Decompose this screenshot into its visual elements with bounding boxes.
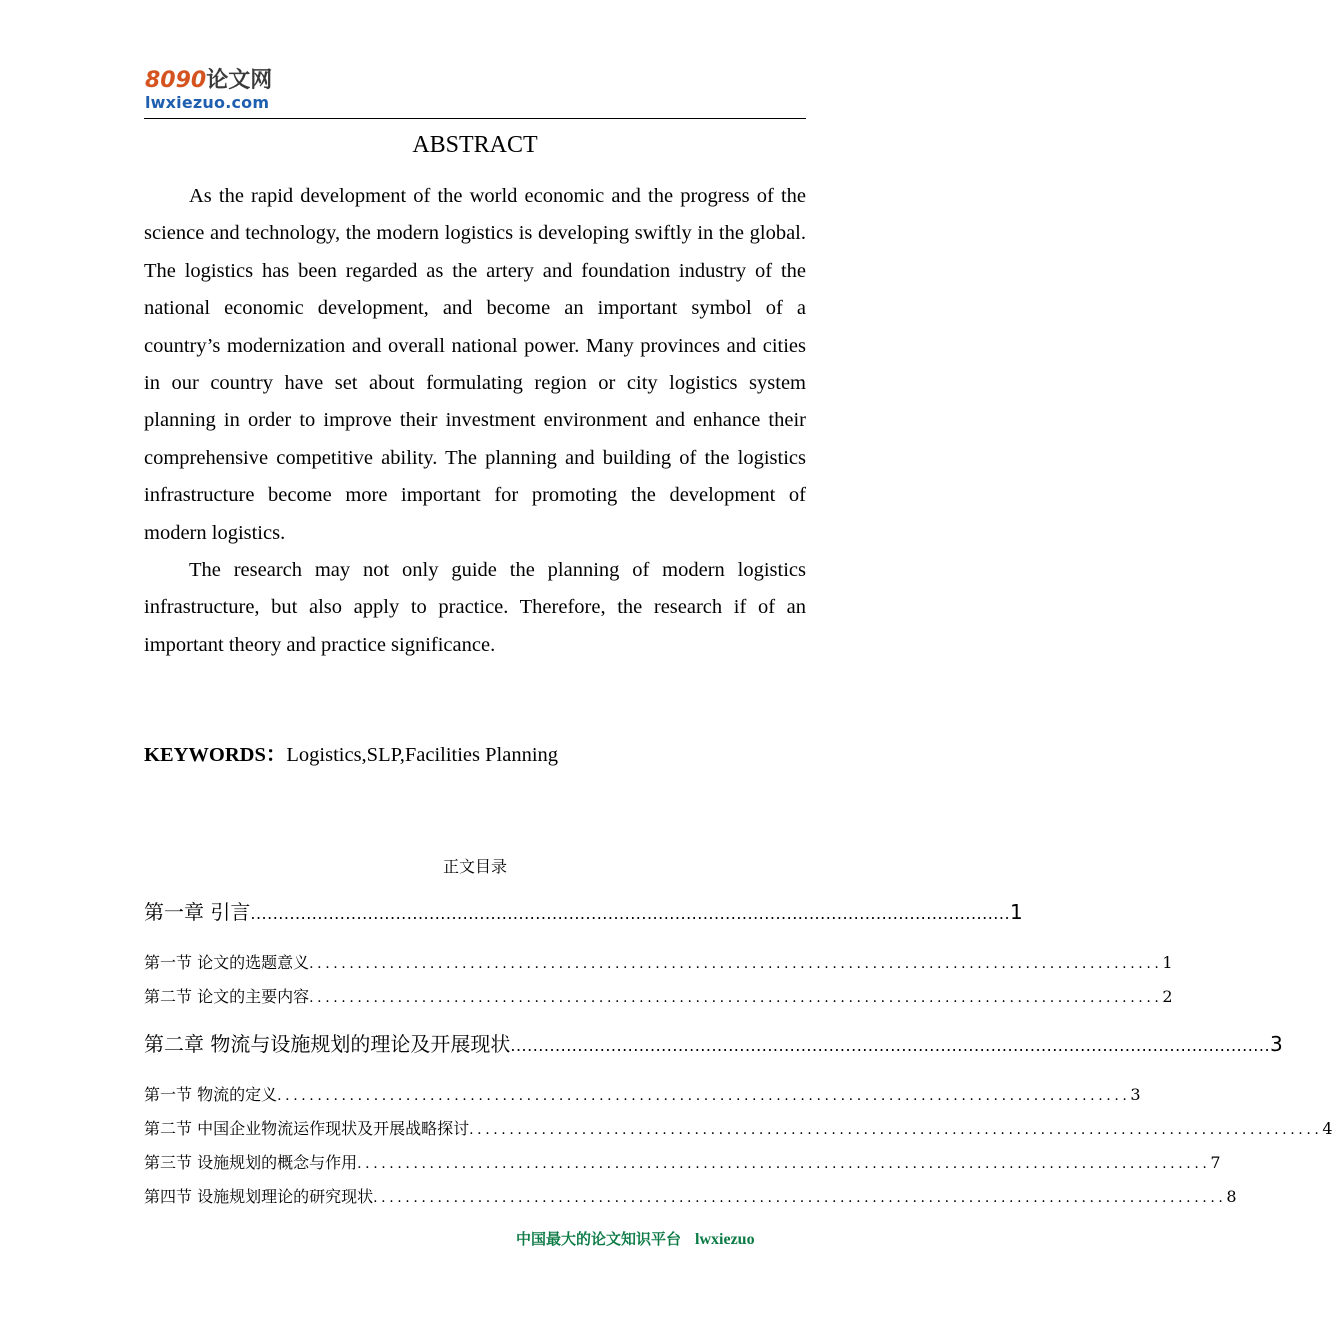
toc-title: 正文目录	[442, 857, 507, 876]
logo-title	[145, 68, 305, 94]
toc-entry-page: 3	[1270, 1032, 1283, 1056]
toc-entry-label: 第一节 物流的定义	[144, 1085, 278, 1104]
logo-url: lwxiezuo.com	[145, 93, 270, 112]
footer-brand: lwxiezuo	[695, 1231, 755, 1248]
toc-entry-section-2-4[interactable]	[144, 1186, 1237, 1209]
toc-leader-dots: ..........................................................................................................	[373, 1190, 1227, 1206]
toc-entry-label: 第二节 中国企业物流运作现状及开展战略探讨	[144, 1119, 470, 1138]
site-logo	[145, 68, 305, 118]
keywords-label: KEYWORDS：	[144, 744, 287, 766]
header-rule	[144, 118, 806, 119]
toc-leader-dots: ..........................................................................................................	[309, 956, 1163, 972]
toc-entry-page: 3	[1130, 1085, 1141, 1104]
toc-entry-section-1-1[interactable]	[144, 952, 1173, 975]
toc-entry-chapter-1[interactable]	[144, 898, 1023, 928]
logo-cn-text: 论文网	[206, 68, 273, 93]
toc-entry-label: 第二节 论文的主要内容	[144, 987, 310, 1006]
footer-tagline: 中国最大的论文知识平台	[516, 1230, 682, 1248]
toc-entry-page: 4	[1322, 1119, 1333, 1138]
toc-entry-page: 7	[1210, 1153, 1221, 1172]
toc-entry-page: 1	[1010, 900, 1023, 924]
toc-entry-chapter-2[interactable]	[144, 1030, 1283, 1060]
toc-entry-label: 第二章 物流与设施规划的理论及开展现状	[144, 1032, 511, 1056]
toc-entry-section-2-2[interactable]	[144, 1118, 1333, 1141]
keywords-value: Logistics,SLP,Facilities Planning	[286, 744, 559, 766]
toc-leader-dots: ..........................................................................................................	[309, 990, 1163, 1006]
toc-entry-section-2-3[interactable]	[144, 1152, 1221, 1175]
toc-leader-dots: ........................................................................................................................................	[250, 904, 1011, 923]
abstract-body	[144, 178, 806, 664]
toc-entry-label: 第三节 设施规划的概念与作用	[144, 1153, 358, 1172]
abstract-paragraph-1: As the rapid development of the world economic and the progress of the science and technology, the modern logistics is developing swiftly in the global. The logistics has been regarded as the artery and foundation industry of the national economic development, and become an important symbol of a country’s modernization and overall national power. Many provinces and cities in our country have set about formulating region or city logistics system planning in order to improve their investment environment and enhance their comprehensive competitive ability. The planning and building of the logistics infrastructure become more important for promoting the development of modern logistics.	[144, 185, 806, 544]
toc-entry-page: 2	[1162, 987, 1173, 1006]
toc-leader-dots: ..........................................................................................................	[277, 1088, 1131, 1104]
toc-entry-section-2-1[interactable]	[144, 1084, 1141, 1107]
toc-entry-label: 第一章 引言	[144, 900, 251, 924]
toc-leader-dots: ........................................................................................................................................	[510, 1036, 1271, 1055]
keywords-line	[144, 740, 806, 770]
toc-leader-dots: ..........................................................................................................	[357, 1156, 1211, 1172]
toc-entry-page: 1	[1162, 953, 1173, 972]
logo-number: 8090	[145, 68, 207, 93]
toc-entry-page: 8	[1226, 1187, 1237, 1206]
toc-leader-dots: ..........................................................................................................	[469, 1122, 1323, 1138]
abstract-title: ABSTRACT	[412, 132, 538, 158]
page-footer	[516, 1228, 806, 1251]
toc-entry-section-1-2[interactable]	[144, 986, 1173, 1009]
abstract-paragraph-2: The research may not only guide the planning of modern logistics infrastructure, but also apply to practice. Therefore, the research if of an important theory and practice significance.	[144, 559, 806, 656]
toc-entry-label: 第一节 论文的选题意义	[144, 953, 310, 972]
toc-entry-label: 第四节 设施规划理论的研究现状	[144, 1187, 374, 1206]
